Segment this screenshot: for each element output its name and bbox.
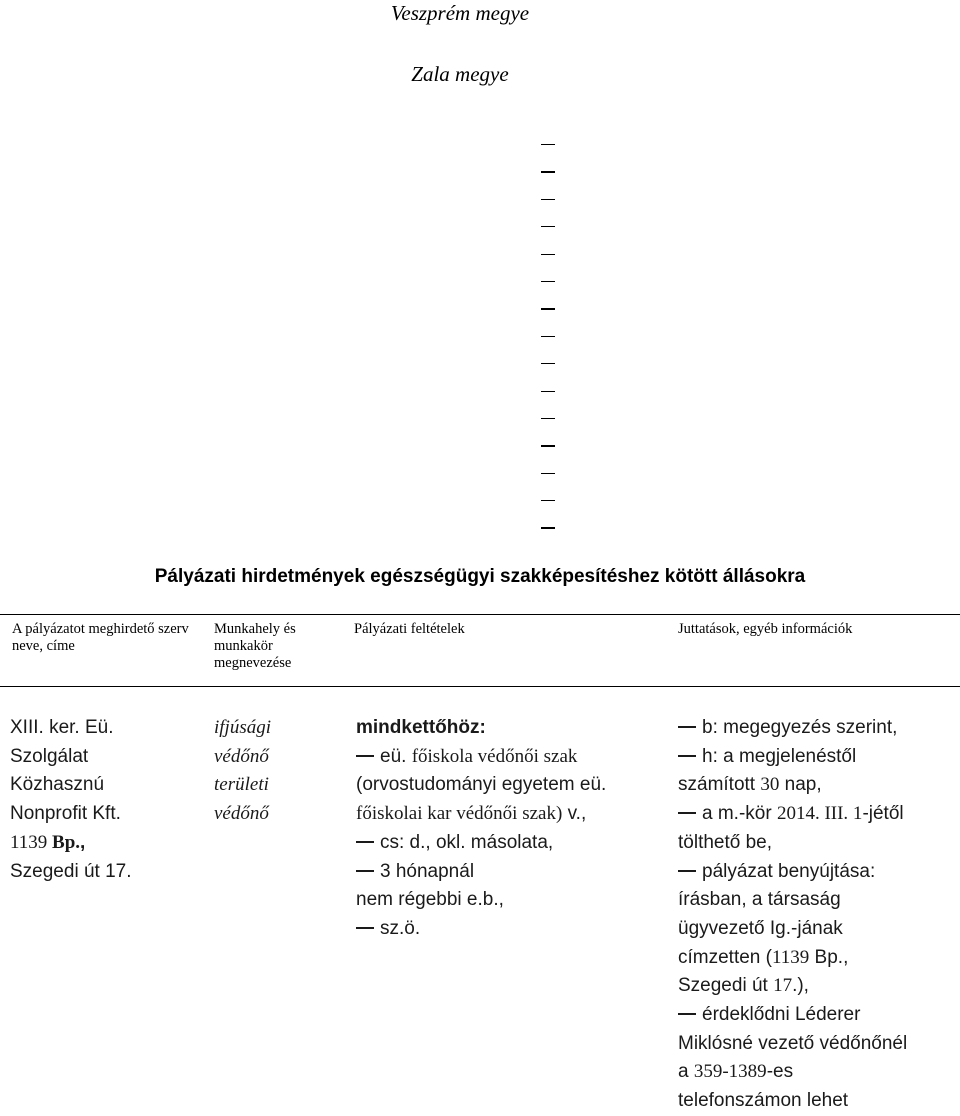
benefits-line <box>678 771 960 800</box>
benefits-phone: 359-1389 <box>693 1061 767 1083</box>
dash-mark <box>356 870 374 872</box>
conditions-line <box>356 743 666 772</box>
benefits-line: tölthető be, <box>678 831 773 853</box>
benefits-line: telefonszámon lehet <box>678 1090 849 1112</box>
benefits-number: 17 <box>773 975 793 997</box>
workplace-line: védőnő <box>214 745 269 767</box>
benefits-number: 1139 <box>771 946 810 968</box>
advertiser-street-line <box>10 858 210 887</box>
benefits-text: címzetten ( <box>678 946 772 968</box>
dash-mark <box>541 402 557 429</box>
advertiser-line: Szolgálat <box>10 745 89 767</box>
benefits-number: 30 <box>760 774 780 796</box>
benefits-text: -jétől <box>862 803 904 825</box>
dash-mark <box>678 870 696 872</box>
conditions-text: sz.ö. <box>380 917 421 939</box>
advertiser-line: Nonprofit Kft. <box>10 803 121 825</box>
conditions-text: v., <box>562 803 587 825</box>
benefits-line <box>678 743 960 772</box>
conditions-line <box>356 829 666 858</box>
conditions-line: nem régebbi e.b., <box>356 889 504 911</box>
dash-mark <box>541 265 557 292</box>
dash-mark <box>541 429 557 456</box>
cell-benefits <box>678 714 960 1116</box>
county-heading-veszprem: Veszprém megye <box>390 1 530 25</box>
benefits-text: számított <box>678 774 761 796</box>
benefits-line <box>678 714 960 743</box>
benefits-line <box>678 1058 960 1087</box>
advertiser-address-line <box>10 829 210 858</box>
dash-mark <box>541 128 557 155</box>
dash-mark <box>541 210 557 237</box>
workplace-line: védőnő <box>214 803 269 825</box>
cell-conditions <box>356 714 666 944</box>
workplace-line: területi <box>214 774 269 796</box>
benefits-line <box>678 858 960 887</box>
benefits-text: h: a megjelenéstől <box>702 745 857 767</box>
conditions-text: 3 hónapnál <box>380 860 475 882</box>
header-conditions: Pályázati feltételek <box>354 621 465 637</box>
dash-mark <box>356 927 374 929</box>
street-address: Szegedi út 17. <box>10 860 132 882</box>
dash-mark <box>541 347 557 374</box>
advertiser-line: Közhasznú <box>10 774 105 796</box>
benefits-text: pályázat benyújtása: <box>702 860 876 882</box>
benefits-line <box>678 800 960 829</box>
header-benefits: Juttatások, egyéb információk <box>678 621 853 637</box>
dash-mark <box>541 238 557 265</box>
benefits-text: a m.-kör <box>702 803 777 825</box>
dash-mark <box>541 457 557 484</box>
cell-advertiser <box>10 714 210 886</box>
cell-workplace <box>214 714 324 829</box>
county-heading-zala: Zala megye <box>411 62 509 86</box>
dash-mark <box>541 183 557 210</box>
comma: , <box>80 831 86 853</box>
conditions-line <box>356 800 666 829</box>
benefits-line: Miklósné vezető védőnőnél <box>678 1032 908 1054</box>
conditions-text: főiskolai kar védőnői szak) <box>356 803 563 825</box>
benefits-text: érdeklődni Léderer <box>702 1004 861 1026</box>
dash-list <box>541 128 557 539</box>
document-title: Pályázati hirdetmények egészségügyi szakképesítéshez kötött állásokra <box>154 566 806 587</box>
benefits-text: b: megegyezés szerint, <box>702 717 898 738</box>
dash-mark <box>541 484 557 511</box>
conditions-line: mindkettőhöz: <box>356 717 486 738</box>
benefits-text: a <box>678 1061 694 1083</box>
benefits-text: Szegedi út <box>678 975 774 997</box>
dash-mark <box>541 375 557 402</box>
benefits-line <box>678 944 960 973</box>
conditions-text: cs: d., okl. másolata, <box>380 831 554 853</box>
workplace-line: ifjúsági <box>214 717 272 738</box>
header-bottom-rule <box>0 686 960 687</box>
conditions-line <box>356 915 666 944</box>
dash-mark <box>541 155 557 182</box>
benefits-text: -es <box>766 1061 794 1083</box>
dash-mark <box>678 755 696 757</box>
benefits-line: írásban, a társaság <box>678 889 841 911</box>
dash-mark <box>678 726 696 728</box>
dash-mark <box>678 1013 696 1015</box>
dash-mark <box>541 511 557 538</box>
dash-mark <box>356 755 374 757</box>
conditions-text: főiskola védőnői szak <box>411 745 578 767</box>
conditions-line: (orvostudományi egyetem eü. <box>356 774 607 796</box>
conditions-text: eü. <box>380 745 412 767</box>
benefits-line <box>678 972 960 1001</box>
postal-code: 1139 <box>10 831 53 853</box>
header-workplace: Munkahely és munkakör megnevezése <box>214 621 296 671</box>
benefits-date: 2014. III. 1 <box>776 803 863 825</box>
conditions-line <box>356 858 666 887</box>
dash-mark <box>678 812 696 814</box>
benefits-text: nap, <box>779 774 822 796</box>
advertiser-line: XIII. ker. Eü. <box>10 717 114 738</box>
city-abbrev: Bp. <box>52 831 81 853</box>
benefits-text: .), <box>792 975 809 997</box>
benefits-line <box>678 1001 960 1030</box>
header-advertiser: A pályázatot meghirdető szerv neve, címe <box>12 621 189 654</box>
benefits-line: ügyvezető Ig.-jának <box>678 917 843 939</box>
benefits-text: Bp., <box>809 946 849 968</box>
dash-mark <box>541 320 557 347</box>
dash-mark <box>356 841 374 843</box>
table-top-rule <box>0 614 960 615</box>
dash-mark <box>541 292 557 319</box>
